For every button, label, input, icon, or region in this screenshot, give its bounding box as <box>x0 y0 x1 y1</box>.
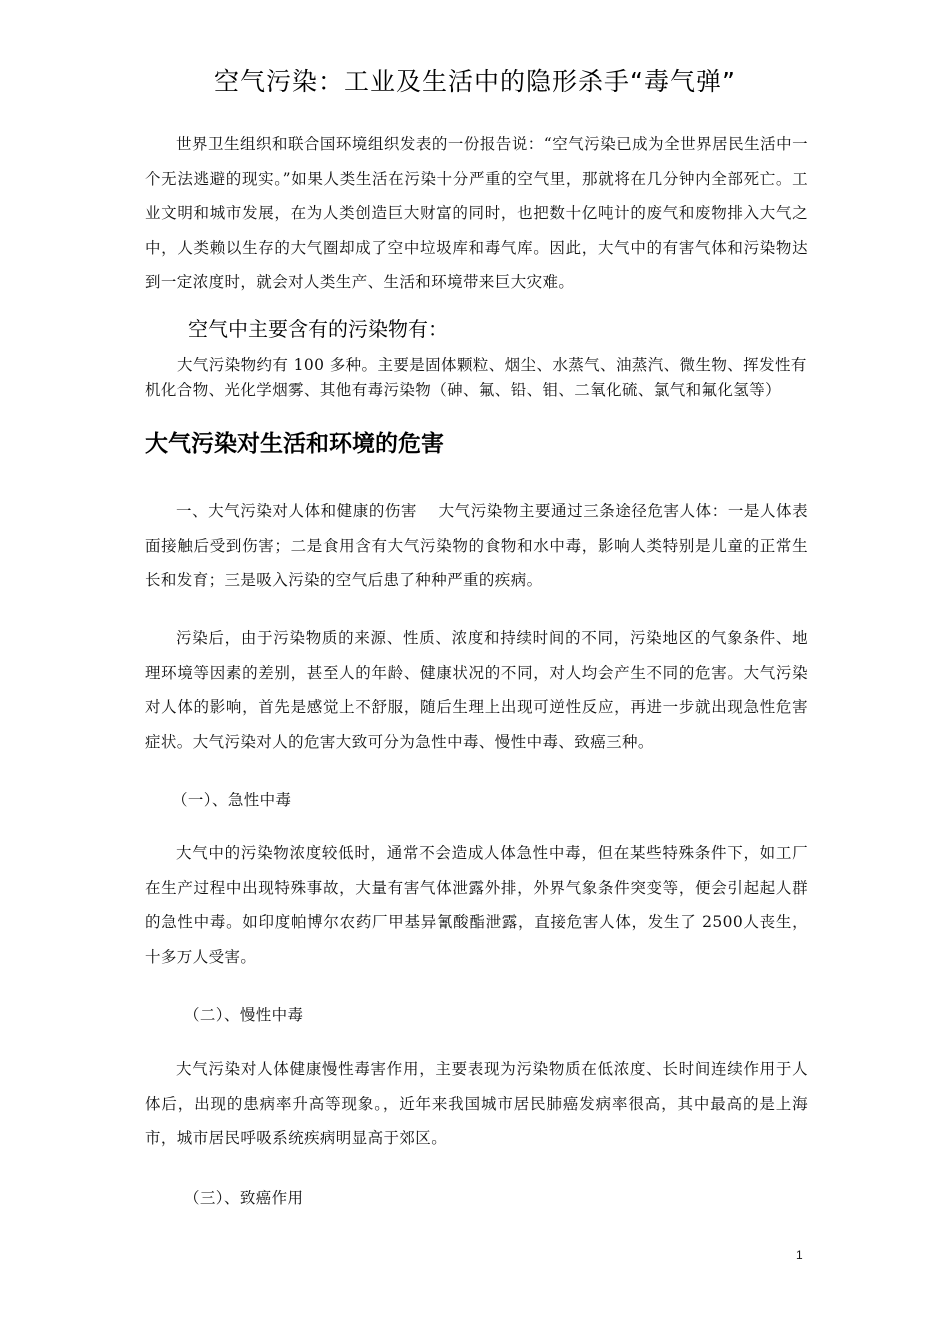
chronic-poisoning-label: （二）、慢性中毒 <box>184 1006 304 1024</box>
pollutants-paragraph: 大气污染物约有 100 多种。主要是固体颗粒、烟尘、水蒸气、油蒸汽、微生物、挥发性有机化合物、光化学烟雾、其他有毒污染物（砷、氟、铅、钼、二氧化硫、氯气和氟化氢等） <box>145 356 807 399</box>
carcinogenic-label: （三）、致癌作用 <box>184 1189 304 1207</box>
harm-paragraph-2: 污染后，由于污染物质的来源、性质、浓度和持续时间的不同，污染地区的气象条件、地理环境等因素的差别，甚至人的年龄、健康状况的不同，对人均会产生不同的危害。大气污染对人体的影响，首先是感觉上不舒服，随后生理上出现可逆性反应，再进一步就出现急性危害症状。大气污染对人的危害大致可分为急性中毒、慢性中毒、致癌三种。 <box>145 629 808 751</box>
document-title: 空气污染：工业及生活中的隐形杀手“毒气弹” <box>214 67 736 96</box>
acute-poisoning-label: （一）、急性中毒 <box>172 791 292 809</box>
chronic-poisoning-paragraph: 大气污染对人体健康慢性毒害作用，主要表现为污染物质在低浓度、长时间连续作用于人体后，出现的患病率升高等现象。，近年来我国城市居民肺癌发病率很高，其中最高的是上海市，城市居民呼吸系统疾病明显高于郊区。 <box>145 1060 808 1147</box>
section-heading: 大气污染对生活和环境的危害 <box>145 431 444 457</box>
intro-paragraph: 世界卫生组织和联合国环境组织发表的一份报告说：“空气污染已成为全世界居民生活中一个无法逃避的现实。”如果人类生活在污染十分严重的空气里，那就将在几分钟内全部死亡。工业文明和城市发展，在为人类创造巨大财富的同时，也把数十亿吨计的废气和废物排入大气之中，人类赖以生存的大气圈却成了空中垃圾库和毒气库。因此，大气中的有害气体和污染物达到一定浓度时，就会对人类生产、生活和环境带来巨大灾难。 <box>145 135 808 291</box>
page-number: 1 <box>796 1248 803 1262</box>
pollutants-heading: 空气中主要含有的污染物有： <box>188 317 448 341</box>
harm-paragraph-1: 一、大气污染对人体和健康的伤害 大气污染物主要通过三条途径危害人体：一是人体表面接触后受到伤害；二是食用含有大气污染物的食物和水中毒，影响人类特别是儿童的正常生长和发育；三是吸入污染的空气后患了种种严重的疾病。 <box>145 502 808 589</box>
acute-poisoning-paragraph: 大气中的污染物浓度较低时，通常不会造成人体急性中毒，但在某些特殊条件下，如工厂在生产过程中出现特殊事故，大量有害气体泄露外排，外界气象条件突变等，便会引起起人群的急性中毒。如印度帕博尔农药厂甲基异氰酸酯泄露，直接危害人体，发生了 2500人丧生，十多万人受害。 <box>145 844 808 966</box>
